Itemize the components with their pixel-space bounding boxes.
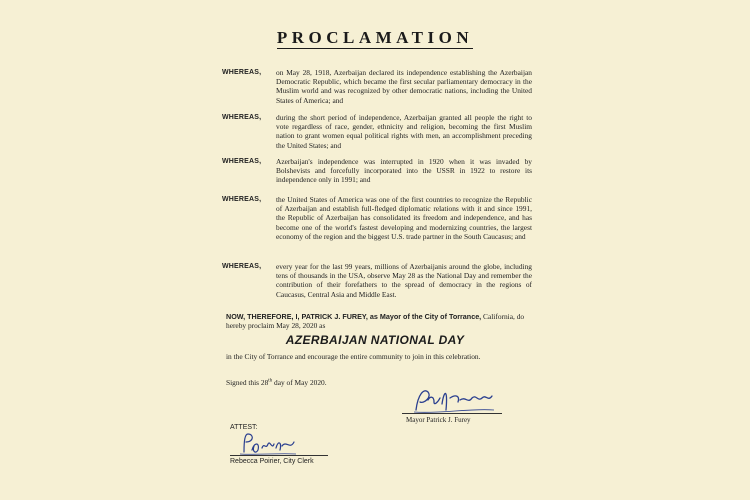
therefore-bold: NOW, THEREFORE, I, PATRICK J. FUREY, as Mayor of the City of Torrance,: [226, 312, 482, 321]
document-title: PROCLAMATION: [276, 28, 474, 47]
clerk-name: Rebecca Poirier, City Clerk: [230, 458, 314, 465]
proclaimed-day-heading: AZERBAIJAN NATIONAL DAY: [285, 333, 465, 347]
clause-text: every year for the last 99 years, millions of Azerbaijanis around the globe, including tens of thousands in the USA, observe May 28 as the National Day and remember the contribution of their forefathers to the spread of democracy in the regions of Caucasus, Central Asia and Middle East.: [276, 262, 532, 299]
clause-label: WHEREAS,: [222, 263, 262, 270]
clause-text: the United States of America was one of the first countries to recognize the Republic of Azerbaijan and establish full-fledged diplomatic relations with it and since 1991, the Republic of Azerbaijan has consolidated its freedom and independence, and has become one of the world's fastest developing and modernizing countries, the largest economy of the region and the biggest U.S. trade partner in the South Caucasus; and: [276, 195, 532, 241]
mayor-name: Mayor Patrick J. Furey: [406, 416, 471, 424]
clause-label: WHEREAS,: [222, 196, 262, 203]
therefore-paragraph: [226, 312, 526, 330]
clause-label: WHEREAS,: [222, 158, 262, 165]
clause-label: WHEREAS,: [222, 114, 262, 121]
signed-date: Signed this 28th day of May 2020.: [226, 378, 327, 387]
clerk-signature: [238, 428, 298, 456]
clause-label: WHEREAS,: [222, 69, 262, 76]
clerk-signature-line: [230, 455, 328, 456]
mayor-signature-line: [402, 413, 502, 414]
encourage-paragraph: in the City of Torrance and encourage the entire community to join in this celebration.: [226, 352, 481, 361]
clause-text: during the short period of independence, Azerbaijan granted all people the right to vote regardless of race, gender, ethnicity and religion, becoming the first Muslim nation to grant women equal political rights with men, an accomplishment preceding the United States; and: [276, 113, 532, 150]
therefore-rest: California, do hereby proclaim May 28, 2020 as: [226, 312, 525, 331]
clause-text: on May 28, 1918, Azerbaijan declared its independence establishing the Azerbaijan Democratic Republic, which became the first secular parliamentary democracy in the Muslim world and was recognized by other democratic nations, including the United States of America; and: [276, 68, 532, 105]
attest-label: ATTEST:: [230, 424, 258, 431]
clause-text: Azerbaijan's independence was interrupted in 1920 when it was invaded by Bolshevists and forcefully incorporated into the USSR in 1922 to restore its independence only in 1991; and: [276, 157, 532, 185]
